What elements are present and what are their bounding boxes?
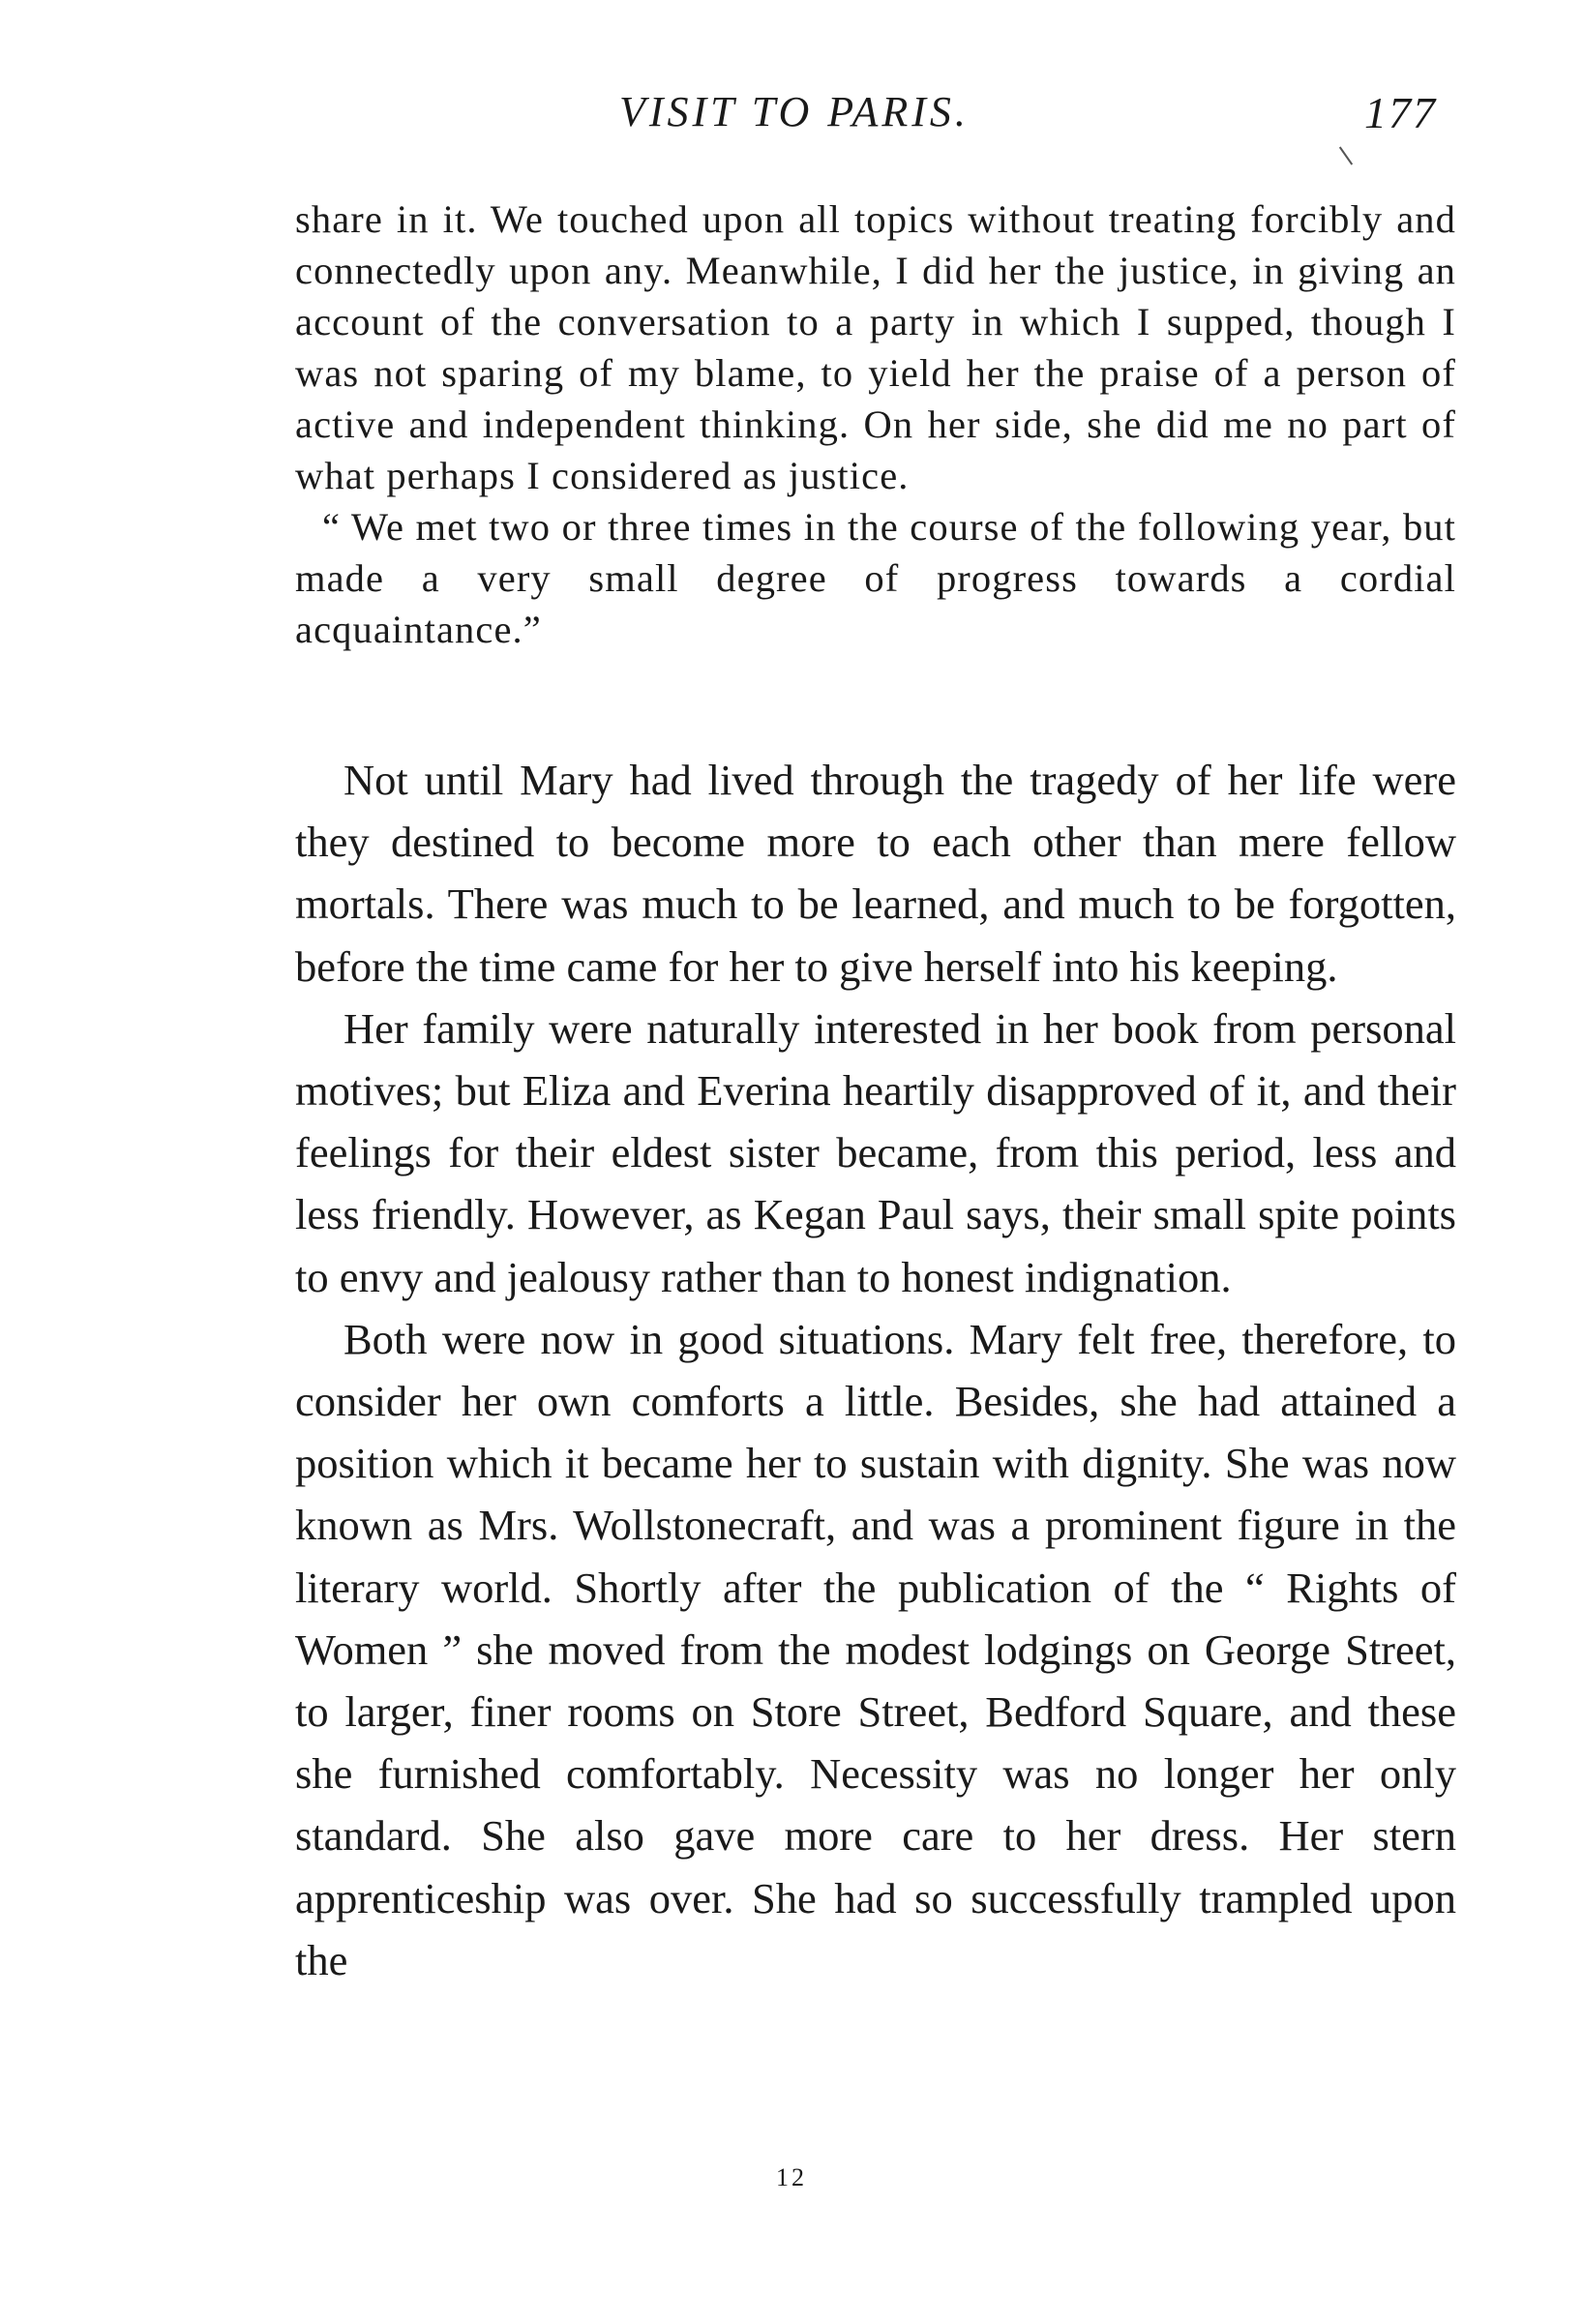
running-title: VISIT TO PARIS. <box>619 88 970 135</box>
body-text <box>295 749 1456 1991</box>
quoted-passage <box>295 194 1456 655</box>
body-paragraph-3: Both were now in good situations. Mary felt free, therefore, to consider her own comforts a little. Besides, she had attained a position which it became her to sustain with dignity. She was now known as Mrs. Wollstonecraft, and was a prominent figure in the literary world. Shortly after the publication of the “ Rights of Women ” she moved from the modest lodgings on George Street, to larger, finer rooms on Store Street, Bedford Square, and these she furnished comfortably. Necessity was no longer her only standard. She also gave more care to her dress. Her stern apprenticeship was over. She had so successfully trampled upon the <box>295 1314 1456 1984</box>
page-number: 177 <box>1364 88 1437 137</box>
running-head <box>0 87 1583 155</box>
body-paragraph-2: Her family were naturally interested in her book from personal motives; but Eliza and Everina heartily disapproved of it, and their feelings for their eldest sister became, from this period, less and less friendly. However, as Kegan Paul says, their small spite points to envy and jealousy rather than to honest indignation. <box>295 1003 1456 1301</box>
quote-paragraph-2: “ We met two or three times in the course of the following year, but made a very small degree of progress towards a cordial acquaintance.” <box>295 505 1456 651</box>
body-paragraph-1: Not until Mary had lived through the tragedy of her life were they destined to become more to each other than mere fellow mortals. There was much to be learned, and much to be forgotten, before the time came for her to give herself into his keeping. <box>295 756 1456 991</box>
signature-mark: 12 <box>776 2163 807 2191</box>
quote-paragraph-1: share in it. We touched upon all topics without treating forcibly and connectedly upon any. Meanwhile, I did her the justice, in giving an account of the conversation to a party in which I supped, though I was not sparing of my blame, to yield her the praise of a person of active and independent thinking. On her side, she did me no part of what perhaps I considered as justice. <box>295 197 1456 497</box>
